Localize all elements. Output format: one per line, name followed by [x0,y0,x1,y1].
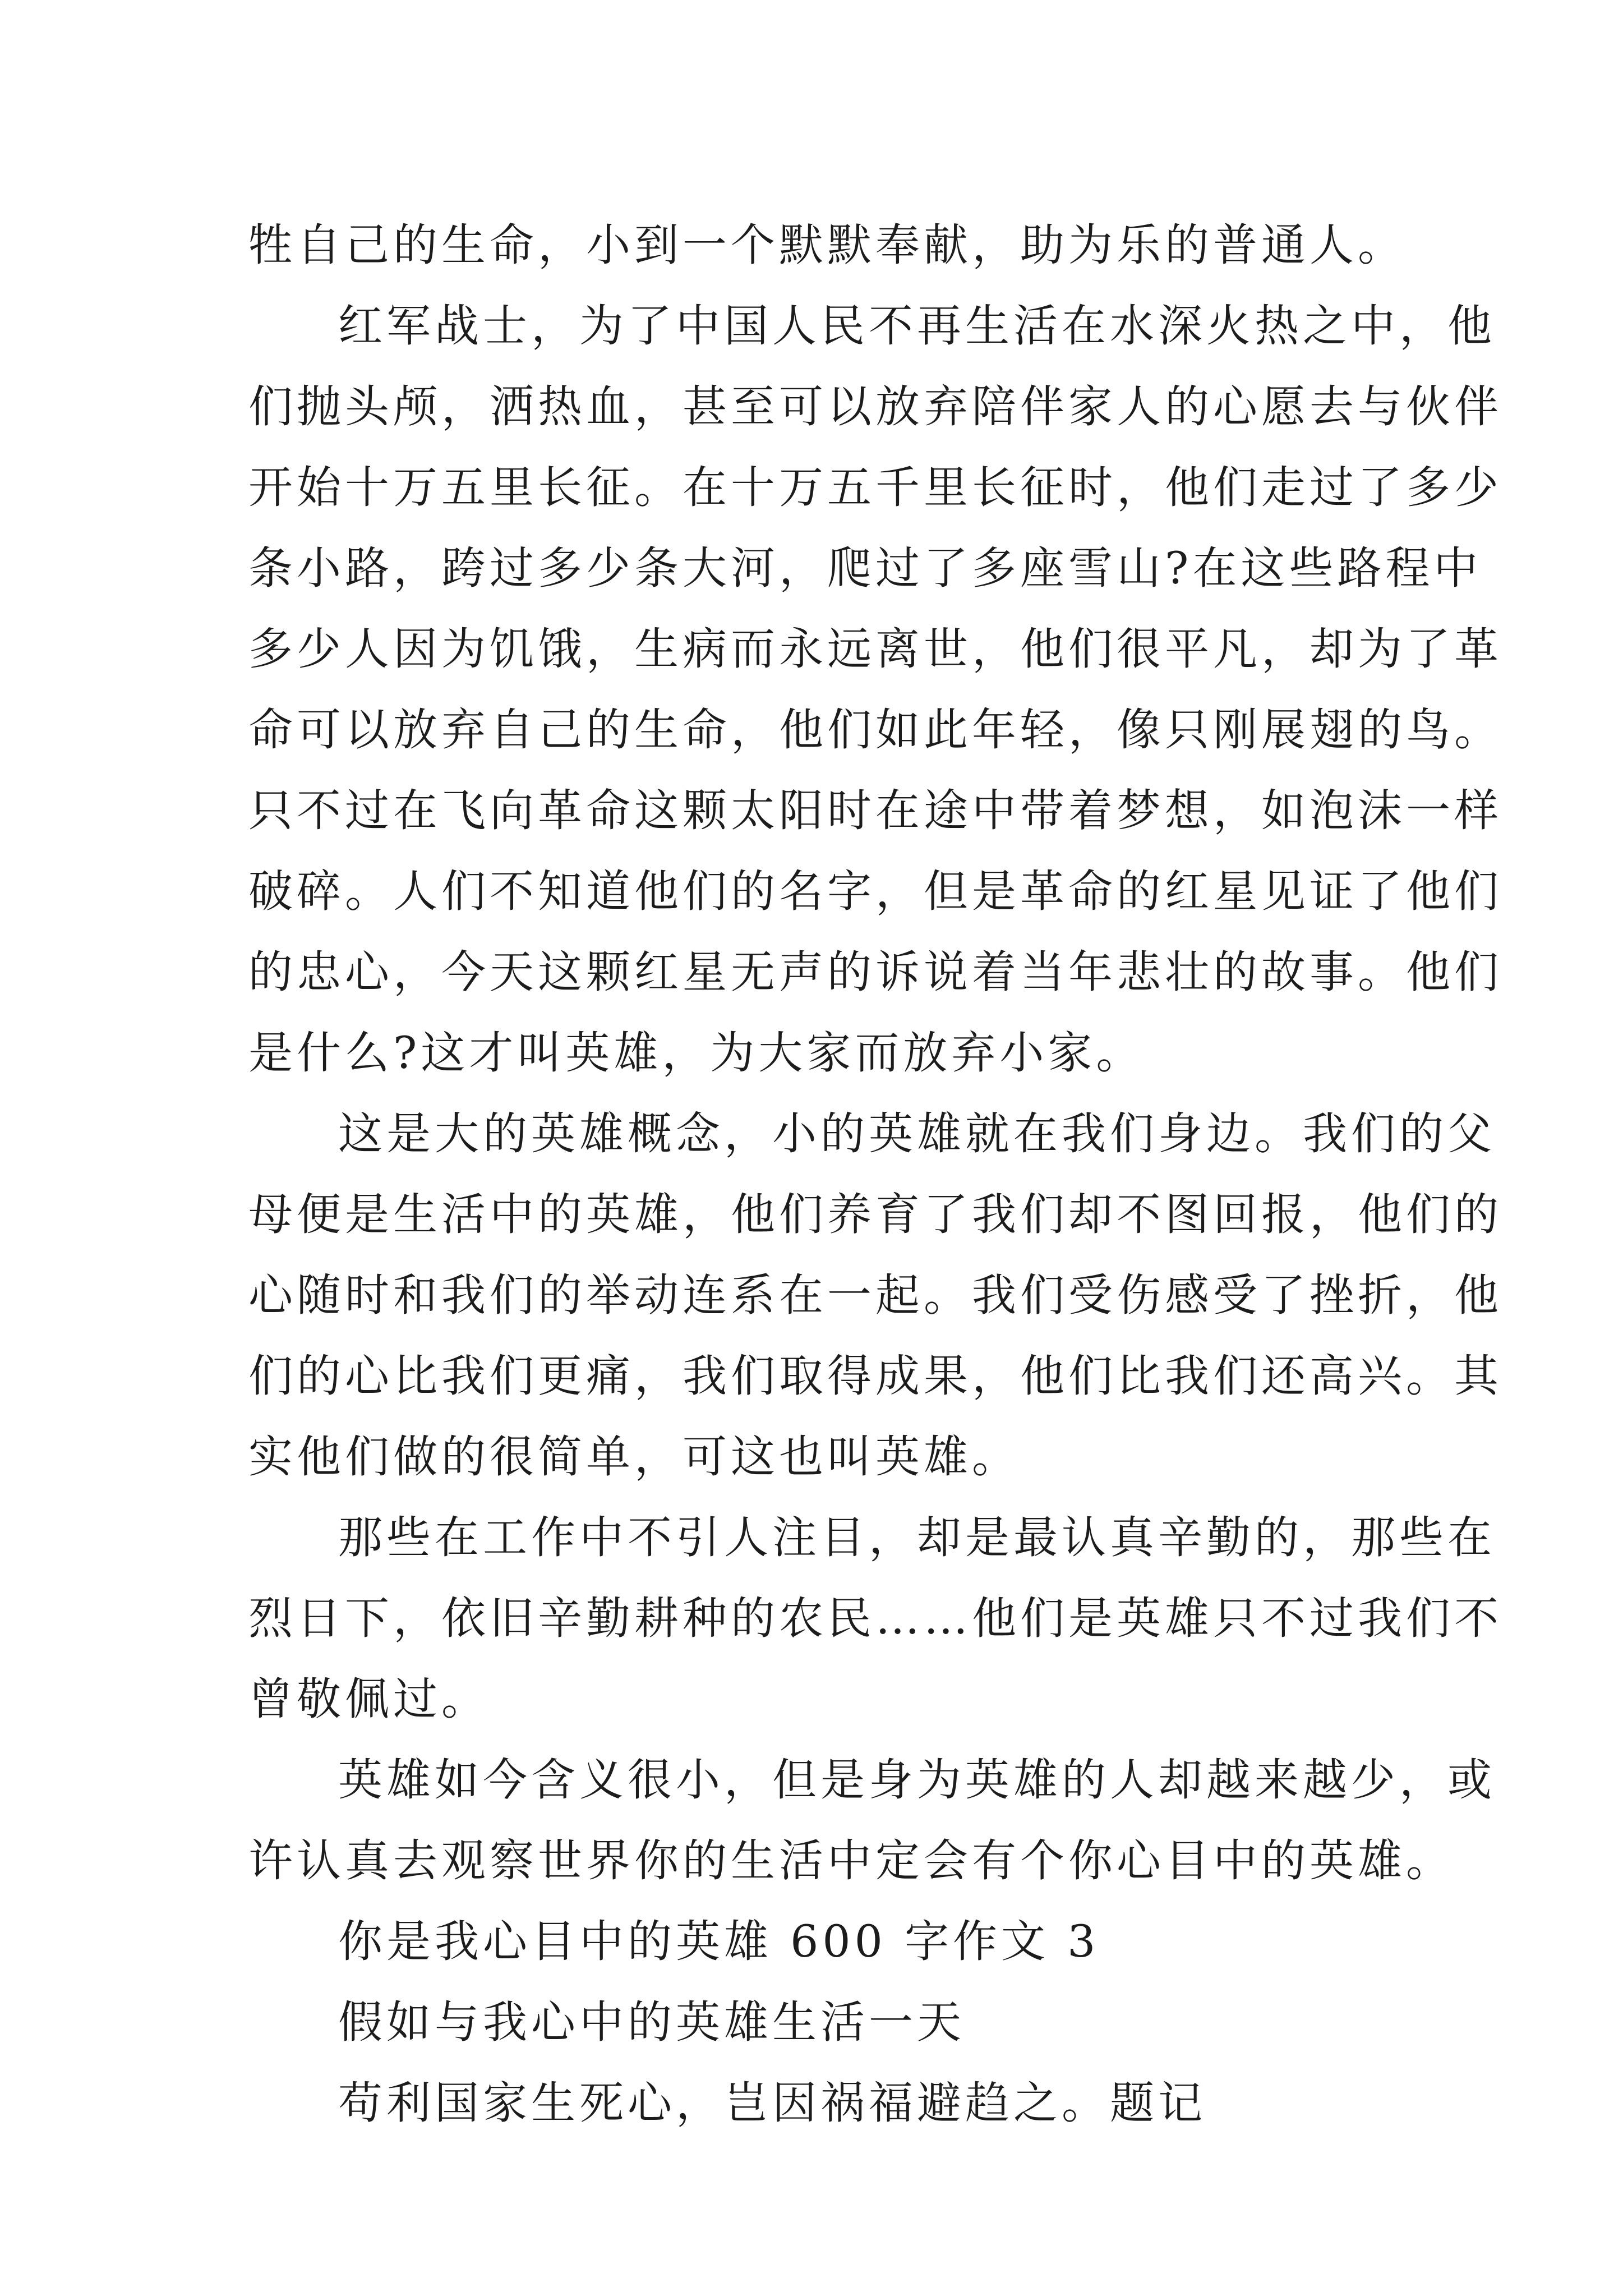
text-line: 红军战士，为了中国人民不再生活在水深火热之中，他 [338,300,1496,352]
text-line: 母便是生活中的英雄，他们养育了我们却不图回报，他们的 [248,1189,1502,1240]
text-line: 那些在工作中不引人注目，却是最认真辛勤的，那些在 [338,1512,1496,1563]
text-line: 曾敬佩过。 [248,1673,490,1725]
text-line: 命可以放弃自己的生命，他们如此年轻，像只刚展翅的鸟。 [248,704,1502,756]
text-line: 的忠心，今天这颗红星无声的诉说着当年悲壮的故事。他们 [248,946,1502,998]
essay-title-line: 你是我心目中的英雄 600 字作文 3 [338,1916,1100,1967]
text-line: 开始十万五里长征。在十万五千里长征时，他们走过了多少 [248,462,1502,513]
text-line: 烈日下，依旧辛勤耕种的农民……他们是英雄只不过我们不 [248,1593,1502,1644]
text-line: 许认真去观察世界你的生活中定会有个你心目中的英雄。 [248,1835,1454,1887]
essay-body [248,205,1502,2143]
text-line: 只不过在飞向革命这颗太阳时在途中带着梦想，如泡沫一样 [248,785,1502,836]
text-line: 英雄如今含义很小，但是身为英雄的人却越来越少，或 [338,1754,1496,1806]
text-line: 破碎。人们不知道他们的名字，但是革命的红星见证了他们 [248,866,1502,917]
text-line: 这是大的英雄概念，小的英雄就在我们身边。我们的父 [338,1108,1496,1159]
epigraph-line: 苟利国家生死心，岂因祸福避趋之。题记 [338,2077,1206,2129]
text-line: 心随时和我们的举动连系在一起。我们受伤感受了挫折，他 [248,1269,1502,1321]
text-line: 们的心比我们更痛，我们取得成果，他们比我们还高兴。其 [248,1350,1502,1402]
text-line: 们抛头颅，洒热血，甚至可以放弃陪伴家人的心愿去与伙伴 [248,381,1502,432]
text-line: 是什么?这才叫英雄，为大家而放弃小家。 [248,1027,1145,1079]
text-line: 条小路，跨过多少条大河，爬过了多座雪山?在这些路程中 [248,542,1482,594]
text-line: 实他们做的很简单，可这也叫英雄。 [248,1431,1020,1483]
text-line: 牲自己的生命，小到一个默默奉献，助为乐的普通人。 [248,219,1406,271]
text-line: 多少人因为饥饿，生病而永远离世，他们很平凡，却为了革 [248,623,1502,675]
essay-subtitle-line: 假如与我心中的英雄生活一天 [338,1996,965,2048]
